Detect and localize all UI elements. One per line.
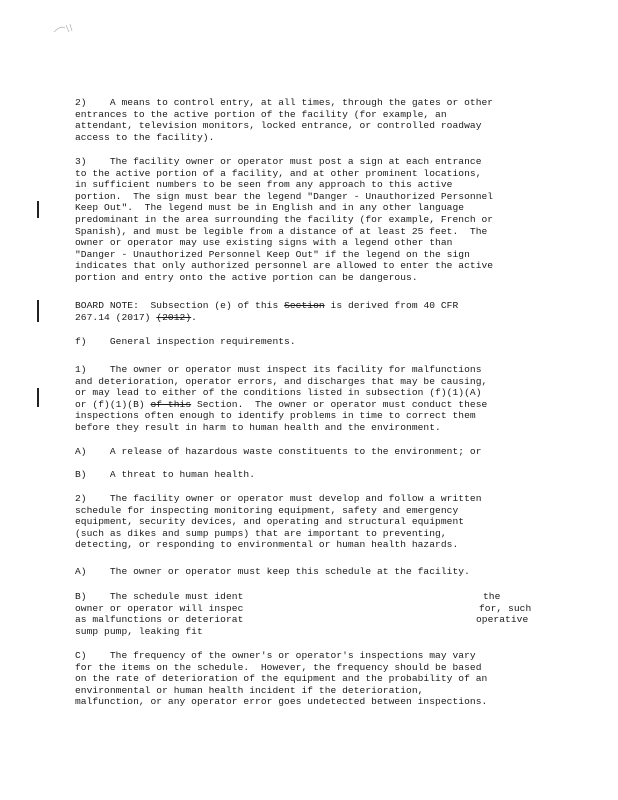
paragraph-inspection-schedule <box>75 493 545 551</box>
list-item <box>75 469 545 481</box>
text-line: access to the facility). <box>75 131 215 143</box>
text-line: indicates that only authorized personnel are allowed to enter the active <box>75 260 494 272</box>
text-line: (such as dikes and sump pumps) that are important to preventing, <box>75 527 447 539</box>
text-line: A) The owner or operator must keep this schedule at the facility. <box>75 566 470 577</box>
text-segment: BOARD NOTE: Subsection (e) of this <box>75 300 285 311</box>
text-line: 2) A means to control entry, at all times, through the gates or other <box>75 97 494 108</box>
scan-smudge-mark <box>52 22 76 36</box>
text-line: equipment, security devices, and operating and structural equipment <box>75 516 465 528</box>
text-segment: . <box>191 311 197 323</box>
text-line <box>75 614 545 626</box>
text-line: portion. The sign must bear the legend "Danger - Unauthorized Personnel <box>75 190 494 202</box>
text-line: f) General inspection requirements. <box>75 336 296 347</box>
text-line: 1) The owner or operator must inspect its facility for malfunctions <box>75 364 482 375</box>
text-segment: for, such <box>479 602 532 614</box>
text-line: attendant, television monitors, locked entrance, or controlled roadway <box>75 120 482 132</box>
text-line: for the items on the schedule. However, the frequency should be based <box>75 661 482 673</box>
text-line: entrances to the active portion of the facility (for example, an <box>75 108 447 120</box>
text-line: 3) The facility owner or operator must post a sign at each entrance <box>75 156 482 167</box>
revision-bar <box>37 388 39 407</box>
text-line: detecting, or responding to environmental or human health hazards. <box>75 539 459 551</box>
text-line: 2) The facility owner or operator must develop and follow a written <box>75 493 482 504</box>
text-segment: 267.14 (2017) <box>75 311 157 323</box>
paragraph-sign-posting <box>75 156 545 284</box>
text-line: schedule for inspecting monitoring equipment, safety and emergency <box>75 504 459 516</box>
text-line: before they result in harm to human health and the environment. <box>75 421 441 433</box>
text-segment: Section. The owner or operator must conduct these <box>191 398 488 410</box>
text-line: predominant in the area surrounding the facility (for example, French or <box>75 213 494 225</box>
text-segment: sump pump, leaking fit <box>75 625 203 637</box>
board-note <box>75 300 545 323</box>
text-line: owner or operator may use existing signs with a legend other than <box>75 237 453 249</box>
text-segment: the <box>483 591 501 602</box>
text-line: portion and entry onto the active portion can be dangerous. <box>75 271 418 283</box>
deleted-text: Section <box>284 300 325 311</box>
text-line <box>75 603 545 615</box>
text-line: in sufficient numbers to be seen from any approach to this active <box>75 179 453 191</box>
text-segment: B) The schedule must ident <box>75 591 244 602</box>
text-segment: is derived from 40 CFR <box>324 300 459 311</box>
text-line: C) The frequency of the owner's or operator's inspections may vary <box>75 650 476 661</box>
paragraph-inspection-frequency <box>75 650 545 708</box>
text-line: environmental or human health incident if the deterioration, <box>75 684 424 696</box>
text-segment: or (f)(1)(B) <box>75 398 151 410</box>
text-line: or may lead to either of the conditions listed in subsection (f)(1)(A) <box>75 387 482 399</box>
text-line: to the active portion of a facility, and at other prominent locations, <box>75 167 482 179</box>
text-line: Keep Out". The legend must be in English and in any other language <box>75 202 465 214</box>
text-line: "Danger - Unauthorized Personnel Keep Out" if the legend on the sign <box>75 248 470 260</box>
deleted-text: (2012) <box>156 311 192 323</box>
text-segment: owner or operator will inspec <box>75 602 244 614</box>
revision-bar <box>37 300 39 322</box>
revision-bar <box>37 201 39 218</box>
text-line: malfunction, or any operator error goes undetected between inspections. <box>75 696 488 708</box>
text-line: A) A release of hazardous waste constituents to the environment; or <box>75 446 482 457</box>
text-line <box>75 626 545 638</box>
text-line <box>75 312 545 324</box>
text-line <box>75 399 545 411</box>
text-segment: operative <box>476 614 529 626</box>
list-item-partial <box>75 591 545 637</box>
list-item <box>75 446 545 458</box>
text-line: on the rate of deterioration of the equipment and the probability of an <box>75 673 488 685</box>
text-line <box>75 591 545 603</box>
text-line: and deterioration, operator errors, and discharges that may be causing, <box>75 375 488 387</box>
list-item <box>75 566 545 578</box>
text-line: Spanish), and must be legible from a distance of at least 25 feet. The <box>75 225 488 237</box>
deleted-text: of this <box>150 398 192 410</box>
text-line: B) A threat to human health. <box>75 469 256 480</box>
text-line <box>75 300 545 312</box>
paragraph-entry-control <box>75 97 545 143</box>
paragraph-inspection-duty <box>75 364 545 434</box>
section-heading <box>75 336 545 348</box>
text-line: inspections often enough to identify problems in time to correct them <box>75 410 476 422</box>
text-segment: as malfunctions or deteriorat <box>75 614 244 626</box>
